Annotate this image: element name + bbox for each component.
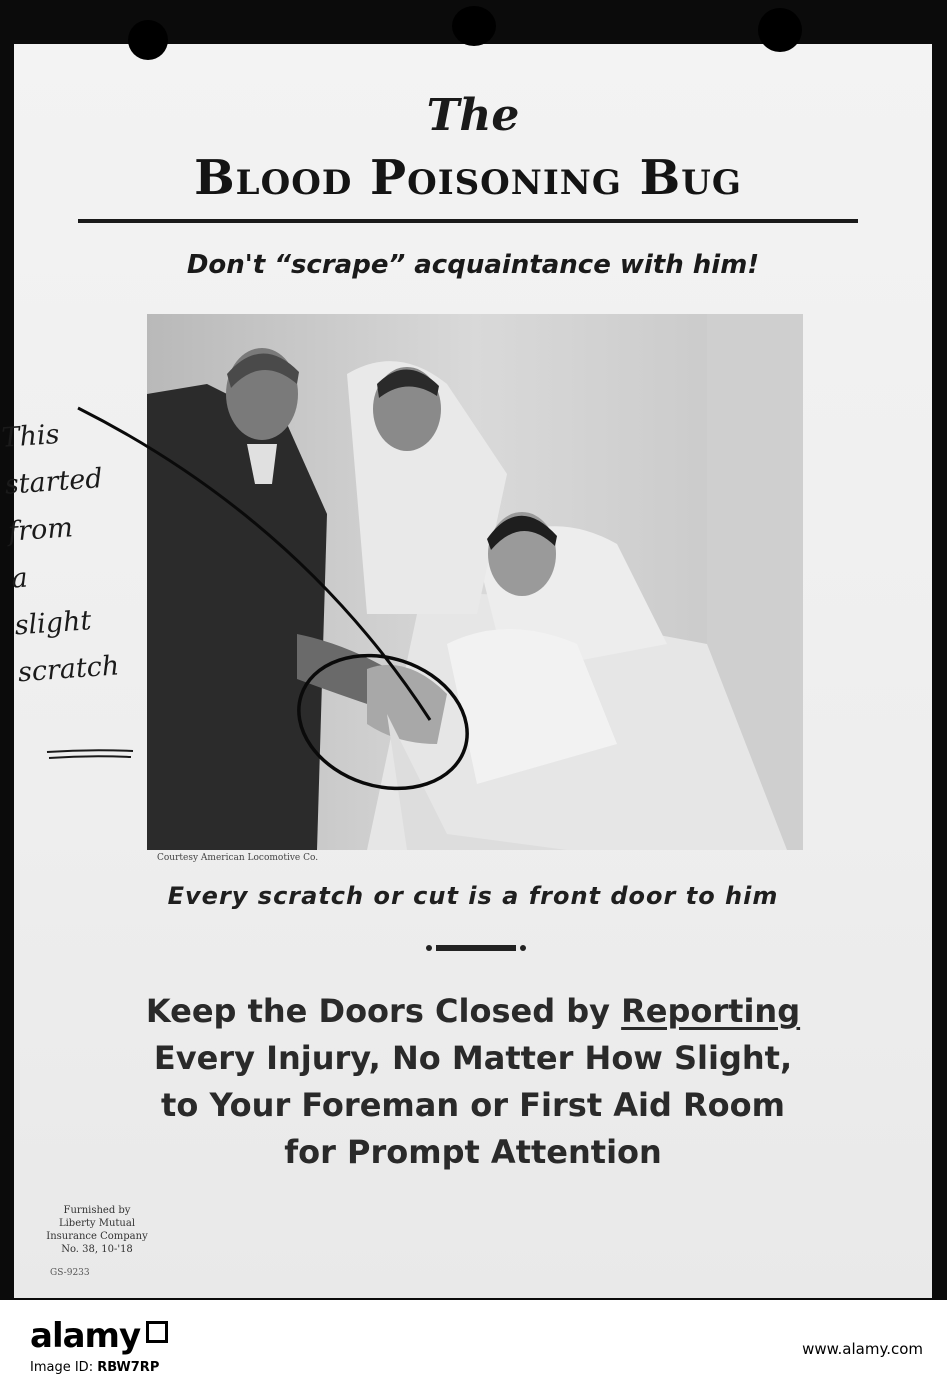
handwritten-word: This <box>0 418 61 454</box>
watermark-image-id <box>30 1360 159 1375</box>
handwritten-word: slight <box>13 605 93 642</box>
wound-circle <box>281 635 484 810</box>
image-id-value: RBW7RP <box>97 1360 160 1375</box>
publisher-line: Furnished by <box>63 1205 131 1216</box>
message-emphasis: Reporting <box>621 992 801 1030</box>
poster-subtitle: Don't “scrape” acquaintance with him! <box>186 250 760 280</box>
logo-square-icon <box>146 1321 168 1343</box>
thumbtack <box>452 6 496 46</box>
handwritten-word: a <box>10 562 29 595</box>
pointer-line <box>78 408 430 720</box>
watermark-logo <box>30 1316 168 1356</box>
handwritten-word: scratch <box>16 650 121 689</box>
message-line-4: for Prompt Attention <box>284 1133 662 1171</box>
thumbtack <box>758 8 802 52</box>
handwritten-word: from <box>7 512 74 548</box>
publisher-line: Liberty Mutual <box>58 1218 136 1229</box>
title-prefix: The <box>426 90 520 141</box>
image-id-label: Image ID: <box>30 1360 94 1375</box>
message-line-3: to Your Foreman or First Aid Room <box>161 1086 785 1124</box>
watermark-url[interactable]: www.alamy.com <box>802 1340 923 1358</box>
message-line-1-text: Keep the Doors Closed by <box>145 992 622 1030</box>
publisher-line: No. 38, 10-'18 <box>61 1244 133 1255</box>
tagline: Every scratch or cut is a front door to him <box>167 882 779 910</box>
watermark-logo-text: alamy <box>30 1316 141 1356</box>
publisher-line: Insurance Company <box>46 1231 148 1242</box>
poster-code: GS-9233 <box>50 1268 90 1278</box>
handwritten-word: started <box>3 463 104 501</box>
poster-title: Blood Poisoning Bug <box>194 150 742 206</box>
thumbtack <box>128 20 168 60</box>
message-line-2: Every Injury, No Matter How Slight, <box>153 1039 793 1077</box>
photo-credit: Courtesy American Locomotive Co. <box>157 853 319 863</box>
